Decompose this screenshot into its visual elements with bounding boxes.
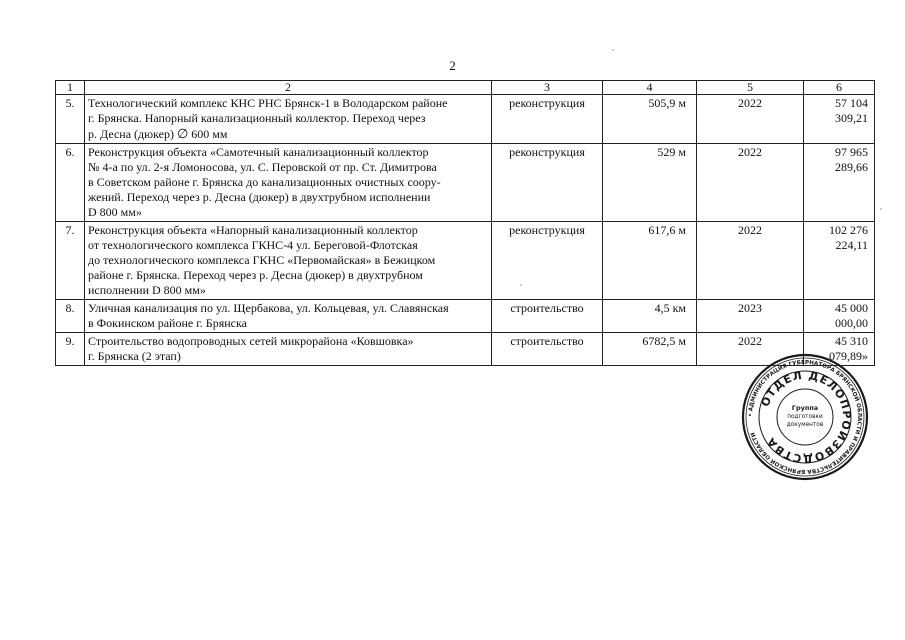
table-row: [56, 144, 875, 222]
year: 2022: [697, 222, 804, 300]
row-number: 8.: [56, 300, 85, 333]
objects-table: [55, 80, 875, 366]
amount: 57 104 309,21: [804, 95, 875, 144]
year: 2023: [697, 300, 804, 333]
work-type: строительство: [492, 333, 603, 366]
amount: 45 310 079,89»: [804, 333, 875, 366]
work-type: строительство: [492, 300, 603, 333]
row-number: 9.: [56, 333, 85, 366]
object-name-line: г. Брянска (2 этап): [88, 349, 181, 363]
object-name-line: Реконструкция объекта «Самотечный канализационный коллектор: [88, 145, 429, 159]
work-type: реконструкция: [492, 95, 603, 144]
year: 2022: [697, 144, 804, 222]
office-stamp: [740, 352, 870, 482]
length: 529 м: [603, 144, 697, 222]
work-type: реконструкция: [492, 222, 603, 300]
object-name-line: в Фокинском районе г. Брянска: [88, 316, 247, 330]
object-name-line: в Советском районе г. Брянска до канализационных очистных соору-: [88, 175, 441, 189]
length: 505,9 м: [603, 95, 697, 144]
object-name-line: Строительство водопроводных сетей микрорайона «Ковшовка»: [88, 334, 414, 348]
object-name-line: Уличная канализация по ул. Щербакова, ул. Кольцевая, ул. Славянская: [88, 301, 449, 315]
amount: 45 000 000,00: [804, 300, 875, 333]
scan-speck: [612, 49, 614, 51]
object-name-line: Реконструкция объекта «Напорный канализационный коллектор: [88, 223, 418, 237]
year: 2022: [697, 333, 804, 366]
year: 2022: [697, 95, 804, 144]
header-col-4: 4: [603, 81, 697, 95]
row-number: 5.: [56, 95, 85, 144]
scan-speck: [520, 284, 522, 286]
object-name-line: от технологического комплекса ГКНС-4 ул. Береговой-Флотская: [88, 238, 418, 252]
object-name-line: исполнении D 800 мм»: [88, 283, 206, 297]
object-name-line: Технологический комплекс КНС РНС Брянск-1 в Володарском районе: [88, 96, 448, 110]
stamp-inner-text: ОТДЕЛ ДЕЛОПРОИЗВОДСТВА: [758, 368, 854, 466]
object-name-line-with-diameter: [88, 126, 488, 142]
work-type: реконструкция: [492, 144, 603, 222]
table-header-row: [56, 81, 875, 95]
amount: 97 965 289,66: [804, 144, 875, 222]
table-row: [56, 95, 875, 144]
stamp-center-line: Группа: [791, 404, 819, 412]
header-col-5: 5: [697, 81, 804, 95]
page-number: 2: [449, 58, 456, 73]
header-col-2: 2: [85, 81, 492, 95]
stamp-outer-text: • АДМИНИСТРАЦИЯ ГУБЕРНАТОРА БРЯНСКОЙ ОБЛАСТИ И ПРАВИТЕЛЬСТВА БРЯНСКОЙ ОБЛАСТИ: [747, 359, 863, 475]
scan-speck: [880, 208, 882, 210]
object-name: [85, 95, 492, 144]
amount: 102 276 224,11: [804, 222, 875, 300]
length: 6782,5 м: [603, 333, 697, 366]
object-name: [85, 222, 492, 300]
object-name-line: до технологического комплекса ГКНС «Первомайская» в Бежицком: [88, 253, 436, 267]
object-name-line: районе г. Брянска. Переход через р. Десна (дюкер) в двухтрубном: [88, 268, 423, 282]
length: 617,6 м: [603, 222, 697, 300]
stamp-center-line: документов: [786, 422, 824, 428]
diameter-symbol: ∅: [176, 126, 189, 141]
object-name: [85, 144, 492, 222]
row-number: 7.: [56, 222, 85, 300]
row-number: 6.: [56, 144, 85, 222]
length: 4,5 км: [603, 300, 697, 333]
table-row: [56, 300, 875, 333]
object-name-line: жений. Переход через р. Десна (дюкер) в двухтрубном исполнении: [88, 190, 431, 204]
object-name: [85, 333, 492, 366]
object-name-line: г. Брянска. Напорный канализационный коллектор. Переход через: [88, 111, 426, 125]
header-col-3: 3: [492, 81, 603, 95]
object-name: [85, 300, 492, 333]
object-name-line: р. Десна (дюкер): [88, 127, 174, 141]
object-name-line: № 4-а по ул. 2-я Ломоносова, ул. С. Перовской от пр. Ст. Димитрова: [88, 160, 437, 174]
header-col-6: 6: [804, 81, 875, 95]
stamp-center-line: подготовки: [787, 414, 823, 420]
header-col-1: 1: [56, 81, 85, 95]
object-name-line: D 800 мм»: [88, 205, 142, 219]
diameter-value: 600 мм: [191, 127, 228, 141]
table-row: [56, 222, 875, 300]
